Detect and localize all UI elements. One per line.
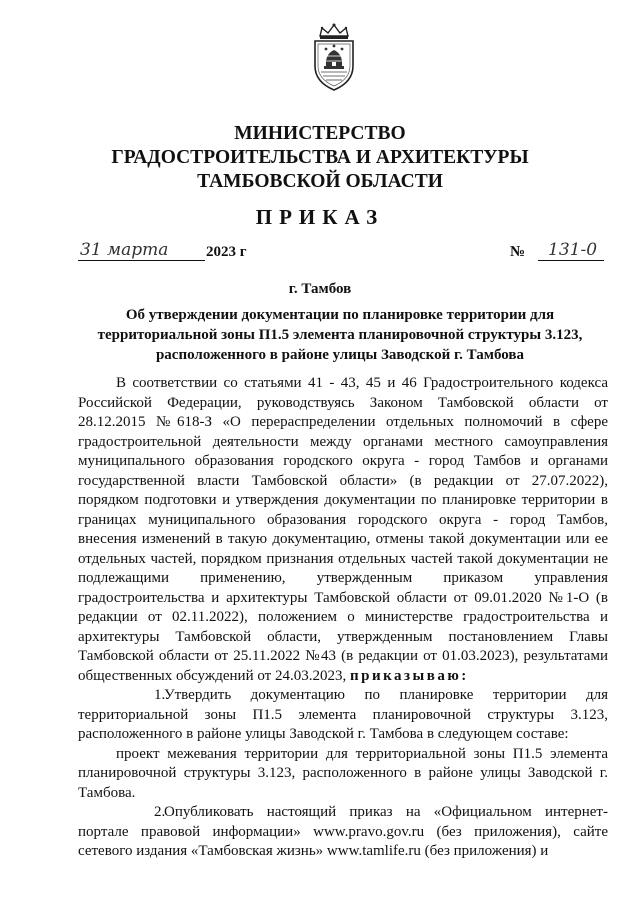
- order-subject: [80, 305, 600, 365]
- ministry-line-1: МИНИСТЕРСТВО: [234, 123, 406, 144]
- item-2-number: 2.: [154, 804, 166, 820]
- date-number-row: [78, 240, 600, 268]
- order-body: [78, 374, 608, 862]
- handwritten-date: 31 марта: [78, 240, 205, 261]
- tambov-coat-of-arms-icon: [306, 22, 362, 94]
- subject-line-2: территориальной зоны П1.5 элемента планировочной структуры 3.123,: [97, 327, 583, 343]
- subject-line-1: Об утверждении документации по планировке территории для: [125, 307, 555, 323]
- item-1-number: 1.: [154, 687, 166, 703]
- issue-city: г. Тамбов: [288, 281, 352, 297]
- preamble-paragraph: [78, 374, 608, 686]
- item-1-subitem: проект межевания территории для территориальной зоны П1.5 элемента планировочной структуры 3.123, расположенного в районе улицы Заводской г. Тамбова.: [78, 745, 608, 801]
- ministry-name: [0, 122, 640, 194]
- subject-line-3: расположенного в районе улицы Заводской г. Тамбова: [155, 347, 525, 363]
- item-2-text: Опубликовать настоящий приказ на «Официальном интернет-портале правовой информации» www.pravo.gov.ru (без приложения), сайте сетевого издания «Тамбовская жизнь» www.tamlife.ru (без приложения) и: [78, 804, 608, 859]
- ministry-line-3: ТАМБОВСКОЙ ОБЛАСТИ: [197, 171, 443, 192]
- decree-word: приказываю:: [349, 667, 469, 684]
- order-year: 2023 г: [206, 244, 247, 260]
- handwritten-order-number: 131-0: [538, 240, 604, 261]
- preamble-text: В соответствии со статьями 41 - 43, 45 и 46 Градостроительного кодекса Российской Федерации, руководствуясь Законом Тамбовской области от 28.12.2015 №618-З «О перераспределении отдельных полномочий в сфере градостроительной деятельности между органами местного самоуправления муниципального образования городского округа - город Тамбов и органами государственной власти Тамбовской области» (в редакции от 27.07.2022), порядком подготовки и утверждения документации по планировке территории в границах муниципального образования городского округа - город Тамбов, внесения изменений в такую документацию, отмены такой документации или ее отдельных частей, порядком признания отдельных частей такой документации не подлежащими применению, утвержденным приказом управления градостроительства и архитектуры Тамбовской области от 09.01.2020 №1-О (в редакции от 02.11.2022), положением о министерстве градостроительства и архитектуры Тамбовской области, утвержденным постановлением Главы Тамбовской области от 25.11.2022 №43 (в редакции от 01.03.2023), результатами общественных обсуждений от 24.03.2023,: [78, 375, 608, 684]
- item-2-paragraph: [78, 803, 608, 862]
- ministry-line-2: ГРАДОСТРОИТЕЛЬСТВА И АРХИТЕКТУРЫ: [111, 147, 529, 168]
- item-1-paragraph: [78, 686, 608, 745]
- item-1-text: Утвердить документацию по планировке территории для территориальной зоны П1.5 элемента планировочной структуры 3.123, расположенного в районе улицы Заводской г. Тамбова в следующем составе:: [78, 687, 608, 742]
- document-type-title: ПРИКАЗ: [255, 205, 385, 229]
- number-label: №: [510, 244, 526, 260]
